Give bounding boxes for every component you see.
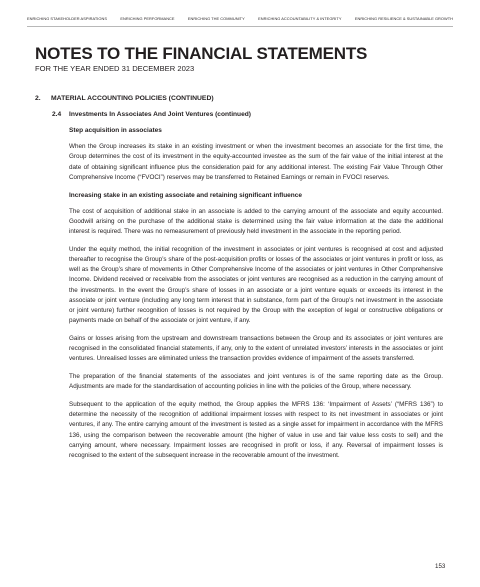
body-content xyxy=(69,126,443,469)
paragraph-equity-method: Under the equity method, the initial recognition of the investment in associates or joint ventures is recognised at cost and adjusted thereafter to recognise the Group’s share of the post-acquisition profits or losses of the associates or joint ventures in profit or loss, as well as the Group’s share of movements in Other Comprehensive Income of the associates or joint ventures in Other Comprehensive Income. Dividend received or receivable from the associates or joint ventures are recognised as a reduction in the carrying amount of the investments. In the event the Group’s share of losses in an associate or a joint venture equals or exceeds its interest in the associate or joint venture (including any long term interest that in substance, form part of the Group’s net investment in the associate or joint venture) further recognition of losses is not required by the Group with the exception of legal or constructive obligations or payments made on behalf of the associate or joint venture, if any. xyxy=(69,245,443,325)
paragraph-step-acquisition: When the Group increases its stake in an existing investment or when the investment becomes an associate for the first time, the Group determines the cost of its investment in the equity-accounted investee as the sum of the fair value of the initial interest at the date of obtaining significant influence plus the consideration paid for any additional interest. The existing Fair Value Through Other Comprehensive Income (“FVOCI”) reserves may be transferred to Retained Earnings or remain in FVOCI reserves. xyxy=(69,143,443,181)
heading-step-acquisition: Step acquisition in associates xyxy=(69,127,162,134)
paragraph-impairment: Subsequent to the application of the equity method, the Group applies the MFRS 136: ‘Impairment of Assets’ (“MFRS 136”) to determine the necessity of the recognition of additional impairment losses with respect to its net investment in associates or joint ventures, if any. The entire carrying amount of the investment is tested as a single asset for impairment in accordance with the MFRS 136, using the comparison between the recoverable amount (the higher of value in use and fair value less costs to sell) and the carrying amount, where necessary. Impairment losses are recognised in profit or loss, if any. Reversal of impairment losses is recognised to the extent of the subsequent increase in the recoverable amount of the investment. xyxy=(69,400,443,459)
page-number: 153 xyxy=(435,563,446,570)
section-heading xyxy=(35,95,214,102)
paragraph-increasing-stake: The cost of acquisition of additional stake in an associate is added to the carrying amount of the associate and equity accounted. Goodwill arising on the purchase of the additional stake is determined using the fair value information at the date the additional interest is required. There was no remeasurement of previously held investment in the associate in the reporting period. xyxy=(69,207,443,236)
page-subtitle: FOR THE YEAR ENDED 31 DECEMBER 2023 xyxy=(35,64,195,73)
page-title: NOTES TO THE FINANCIAL STATEMENTS xyxy=(35,44,368,63)
nav-item-performance[interactable]: ENRICHING PERFORMANCE xyxy=(120,16,175,21)
section-title: MATERIAL ACCOUNTING POLICIES (CONTINUED) xyxy=(51,95,214,102)
subsection-heading xyxy=(52,111,251,118)
nav-item-stakeholder-aspirations[interactable]: ENRICHING STAKEHOLDER ASPIRATIONS xyxy=(27,16,107,21)
subsection-title: Investments In Associates And Joint Ventures (continued) xyxy=(69,111,251,118)
heading-increasing-stake: Increasing stake in an existing associate and retaining significant influence xyxy=(69,191,302,199)
nav-item-resilience-growth[interactable]: ENRICHING RESILIENCE & SUSTAINABLE GROWTH xyxy=(354,16,453,21)
section-number: 2. xyxy=(35,95,41,102)
top-navigation xyxy=(27,16,453,21)
paragraph-reporting-date: The preparation of the financial statements of the associates and joint ventures is of the same reporting date as the Group. Adjustments are made for the standardisation of accounting policies in line with the policies of the Group, where necessary. xyxy=(69,373,443,391)
nav-item-accountability-integrity[interactable]: ENRICHING ACCOUNTABILITY & INTEGRITY xyxy=(258,16,342,21)
nav-item-community[interactable]: ENRICHING THE COMMUNITY xyxy=(187,16,245,21)
header-divider xyxy=(27,26,453,27)
subsection-number: 2.4 xyxy=(52,111,62,118)
paragraph-gains-losses: Gains or losses arising from the upstream and downstream transactions between the Group and its associates or joint ventures are recognised in the consolidated financial statements, if any, only to the extent of unrelated investors’ interests in the associates or joint ventures. Unrealised losses are eliminated unless the transaction provides evidence of impairment of the assets transferred. xyxy=(69,334,443,363)
